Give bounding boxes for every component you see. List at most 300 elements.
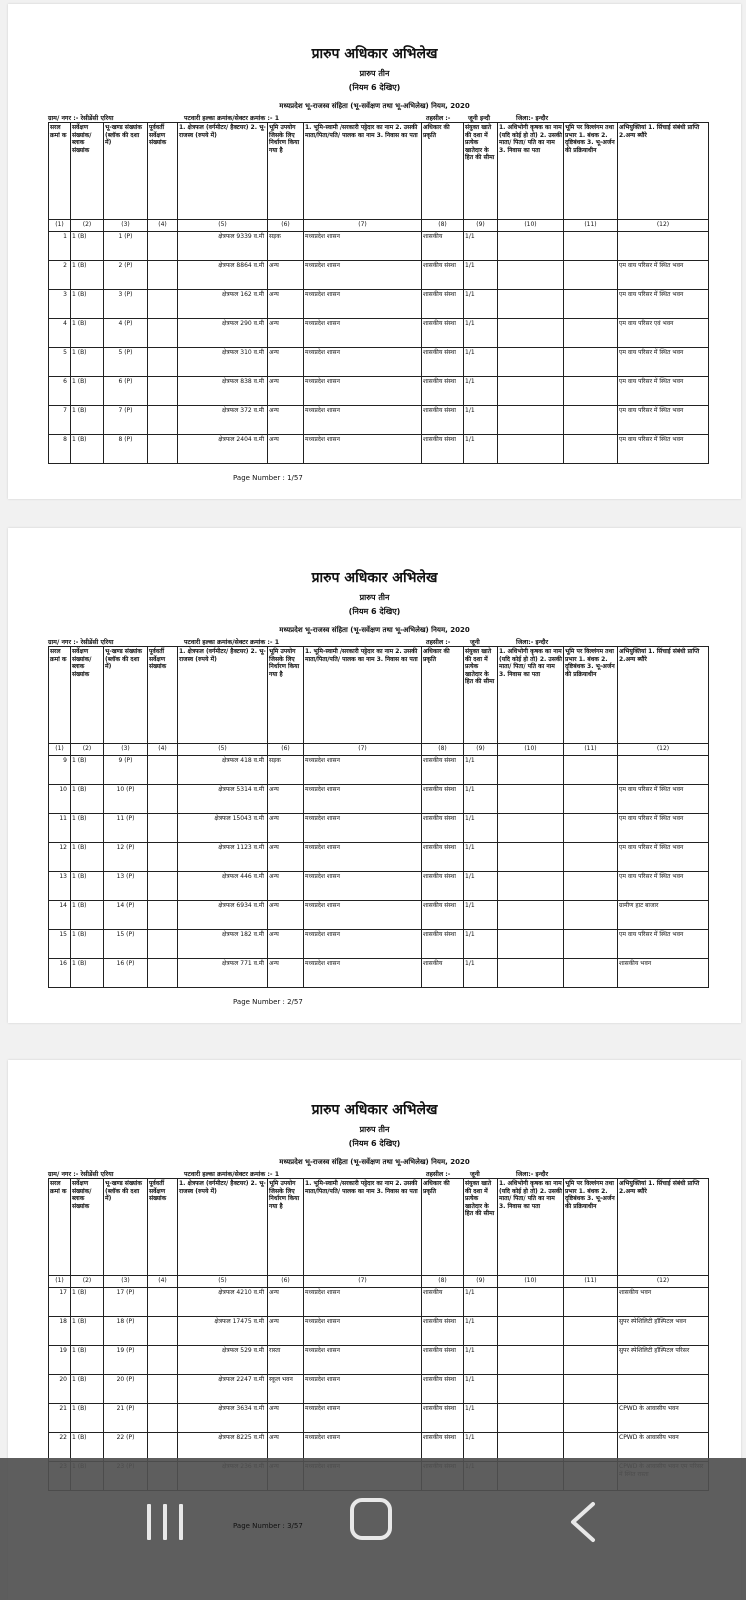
plot-number: 21 (P) — [104, 1404, 148, 1433]
table-header-row — [49, 1179, 709, 1276]
remark: एम वाय परिसर में स्थित भवन — [618, 348, 709, 377]
column-number: (8) — [422, 220, 464, 232]
table-row — [49, 319, 709, 348]
land-use: अन्य — [268, 406, 304, 435]
home-icon[interactable] — [350, 1498, 392, 1540]
remark: एम वाय परिसर में स्थित भवन — [618, 872, 709, 901]
back-icon[interactable] — [563, 1500, 603, 1544]
area-cell: क्षेत्रफल 529 व.मी — [178, 1346, 268, 1375]
encumbrance — [564, 1404, 618, 1433]
column-number: (4) — [148, 1276, 178, 1288]
share: 1/1 — [464, 785, 498, 814]
encumbrance — [564, 1375, 618, 1404]
land-use: अन्य — [268, 843, 304, 872]
column-number: (3) — [104, 1276, 148, 1288]
tehsil-label: तहसील :- — [426, 1171, 451, 1178]
land-use: अन्य — [268, 901, 304, 930]
area-cell: क्षेत्रफल 446 व.मी — [178, 872, 268, 901]
land-use: रास्ता — [268, 1346, 304, 1375]
occupant — [498, 377, 564, 406]
land-use: अन्य — [268, 1433, 304, 1462]
table-row — [49, 1375, 709, 1404]
share: 1/1 — [464, 435, 498, 464]
owner-name: मध्यप्रदेश शासन — [304, 1433, 422, 1462]
table-row — [49, 406, 709, 435]
previous-survey — [148, 1288, 178, 1317]
plot-number: 6 (P) — [104, 377, 148, 406]
column-header: 1. भूमि-स्वामी /सरकारी पट्टेदार का नाम 2. उसकी माता/पिता/पति/ पालक का नाम 3. निवास का पता — [304, 647, 422, 744]
serial-number: 21 — [49, 1404, 71, 1433]
serial-number: 12 — [49, 843, 71, 872]
column-number: (1) — [49, 744, 71, 756]
right-nature: शासकीय संस्था — [422, 435, 464, 464]
column-header: पूर्ववर्ती सर्वेक्षण संख्यांक — [148, 647, 178, 744]
area-cell: क्षेत्रफल 2404 व.मी — [178, 435, 268, 464]
plot-number: 1 (P) — [104, 232, 148, 261]
rule-reference: (नियम 6 देखिए) — [348, 83, 401, 92]
encumbrance — [564, 930, 618, 959]
owner-name: मध्यप्रदेश शासन — [304, 232, 422, 261]
area-cell: क्षेत्रफल 3634 व.मी — [178, 1404, 268, 1433]
table-row — [49, 930, 709, 959]
encumbrance — [564, 901, 618, 930]
remark — [618, 1375, 709, 1404]
occupant — [498, 406, 564, 435]
occupant — [498, 756, 564, 785]
encumbrance — [564, 348, 618, 377]
owner-name: मध्यप्रदेश शासन — [304, 785, 422, 814]
serial-number: 16 — [49, 959, 71, 988]
encumbrance — [564, 843, 618, 872]
column-number: (2) — [71, 744, 104, 756]
column-number: (10) — [498, 220, 564, 232]
column-header: संयुक्त खाते की दशा में प्रत्येक खातेदार के हित की सीमा — [464, 647, 498, 744]
law-reference: मध्यप्रदेश भू-राजस्व संहिता (भू-सर्वेक्षण तथा भू-अभिलेख) नियम, 2020 — [279, 626, 470, 634]
column-number: (12) — [618, 220, 709, 232]
column-number: (9) — [464, 1276, 498, 1288]
previous-survey — [148, 843, 178, 872]
column-header: 1. अधिभोगी कृषक का नाम (यदि कोई हो तो) 2. उसकी माता/ पिता/ पति का नाम 3. निवास का पता — [498, 647, 564, 744]
serial-number: 20 — [49, 1375, 71, 1404]
owner-name: मध्यप्रदेश शासन — [304, 1346, 422, 1375]
occupant — [498, 232, 564, 261]
occupant — [498, 814, 564, 843]
form-name: प्रारुप तीन — [359, 593, 390, 602]
area-cell: क्षेत्रफल 290 व.मी — [178, 319, 268, 348]
owner-name: मध्यप्रदेश शासन — [304, 756, 422, 785]
survey-number: 1 (B) — [71, 785, 104, 814]
recent-apps-icon[interactable] — [147, 1504, 183, 1540]
previous-survey — [148, 435, 178, 464]
column-number: (6) — [268, 220, 304, 232]
district-label: जिला:- इन्दौर — [516, 115, 549, 122]
serial-number: 17 — [49, 1288, 71, 1317]
column-header: पूर्ववर्ती सर्वेक्षण संख्यांक — [148, 1179, 178, 1276]
remark — [618, 232, 709, 261]
column-header: भू-खण्ड संख्यांक (ब्लॉक की दशा में) — [104, 123, 148, 220]
district-label: जिला:- इन्दौर — [516, 639, 549, 646]
survey-number: 1 (B) — [71, 872, 104, 901]
owner-name: मध्यप्रदेश शासन — [304, 290, 422, 319]
occupant — [498, 901, 564, 930]
column-number: (3) — [104, 744, 148, 756]
occupant — [498, 1288, 564, 1317]
encumbrance — [564, 785, 618, 814]
right-nature: शासकीय संस्था — [422, 348, 464, 377]
record-table — [48, 1178, 709, 1491]
table-row — [49, 959, 709, 988]
table-row — [49, 901, 709, 930]
plot-number: 16 (P) — [104, 959, 148, 988]
column-number: (7) — [304, 220, 422, 232]
document-page-2 — [8, 528, 741, 1023]
right-nature: शासकीय संस्था — [422, 901, 464, 930]
previous-survey — [148, 406, 178, 435]
record-table — [48, 122, 709, 464]
column-number: (2) — [71, 1276, 104, 1288]
tehsil-label: तहसील :- — [426, 115, 451, 122]
area-cell: क्षेत्रफल 15043 व.मी — [178, 814, 268, 843]
area-cell: क्षेत्रफल 6934 व.मी — [178, 901, 268, 930]
column-header: भूमि उपयोग जिसके लिए निर्धारण किया गया है — [268, 1179, 304, 1276]
survey-number: 1 (B) — [71, 1288, 104, 1317]
share: 1/1 — [464, 1317, 498, 1346]
encumbrance — [564, 406, 618, 435]
share: 1/1 — [464, 348, 498, 377]
occupant — [498, 843, 564, 872]
previous-survey — [148, 959, 178, 988]
plot-number: 12 (P) — [104, 843, 148, 872]
column-number: (11) — [564, 744, 618, 756]
remark: एम वाय परिसर में स्थित भवन — [618, 814, 709, 843]
remark: CPWD के आवासीय भवन — [618, 1404, 709, 1433]
survey-number: 1 (B) — [71, 930, 104, 959]
encumbrance — [564, 872, 618, 901]
serial-number: 22 — [49, 1433, 71, 1462]
form-name: प्रारुप तीन — [359, 1125, 390, 1134]
halka-label: पटवारी हल्का क्रमांक/सेक्टर क्रमांक :- 1 — [184, 115, 280, 122]
serial-number: 1 — [49, 232, 71, 261]
remark: ग्रामीण हाट बाजार — [618, 901, 709, 930]
column-number: (6) — [268, 744, 304, 756]
owner-name: मध्यप्रदेश शासन — [304, 319, 422, 348]
owner-name: मध्यप्रदेश शासन — [304, 261, 422, 290]
column-number: (9) — [464, 744, 498, 756]
column-header: अधिकार की प्रकृति — [422, 123, 464, 220]
previous-survey — [148, 290, 178, 319]
rule-reference: (नियम 6 देखिए) — [348, 1139, 401, 1148]
encumbrance — [564, 756, 618, 785]
right-nature: शासकीय संस्था — [422, 1346, 464, 1375]
column-header: भू-खण्ड संख्यांक (ब्लॉक की दशा में) — [104, 647, 148, 744]
halka-label: पटवारी हल्का क्रमांक/सेक्टर क्रमांक :- 1 — [184, 639, 280, 646]
occupant — [498, 290, 564, 319]
owner-name: मध्यप्रदेश शासन — [304, 930, 422, 959]
encumbrance — [564, 959, 618, 988]
previous-survey — [148, 319, 178, 348]
column-header: संयुक्त खाते की दशा में प्रत्येक खातेदार के हित की सीमा — [464, 123, 498, 220]
right-nature: शासकीय — [422, 232, 464, 261]
table-row — [49, 872, 709, 901]
table-row — [49, 814, 709, 843]
previous-survey — [148, 1346, 178, 1375]
share: 1/1 — [464, 406, 498, 435]
column-header: भूमि उपयोग जिसके लिए निर्धारण किया गया है — [268, 647, 304, 744]
column-header: भूमि पर विल्लंगम तथा प्रभार 1. बंधक 2. दृष्टिबंधक 3. भू-अर्जन की प्रक्रियाधीन — [564, 1179, 618, 1276]
owner-name: मध्यप्रदेश शासन — [304, 1317, 422, 1346]
land-use: अन्य — [268, 785, 304, 814]
share: 1/1 — [464, 814, 498, 843]
survey-number: 1 (B) — [71, 959, 104, 988]
remark: एम वाय परिसर में स्थित भवन — [618, 930, 709, 959]
tehsil-value: जूनी — [470, 1171, 480, 1178]
plot-number: 15 (P) — [104, 930, 148, 959]
column-header: संयुक्त खाते की दशा में प्रत्येक खातेदार के हित की सीमा — [464, 1179, 498, 1276]
survey-number: 1 (B) — [71, 1433, 104, 1462]
district-label: जिला:- इन्दौर — [516, 1171, 549, 1178]
page-number: Page Number : 3/57 — [233, 1522, 303, 1530]
land-use: अन्य — [268, 377, 304, 406]
column-header: सरल क्रमां क — [49, 1179, 71, 1276]
column-header: 1. अधिभोगी कृषक का नाम (यदि कोई हो तो) 2. उसकी माता/ पिता/ पति का नाम 3. निवास का पता — [498, 123, 564, 220]
area-cell: क्षेत्रफल 182 व.मी — [178, 930, 268, 959]
right-nature: शासकीय संस्था — [422, 814, 464, 843]
plot-number: 3 (P) — [104, 290, 148, 319]
column-header: सर्वेक्षण संख्यांक/ ब्लाक संख्यांक — [71, 123, 104, 220]
serial-number: 2 — [49, 261, 71, 290]
column-header: 1. क्षेत्रफल (वर्गमीटर/ हैक्टयर) 2. भू-राजस्व (रुपये में) — [178, 1179, 268, 1276]
plot-number: 10 (P) — [104, 785, 148, 814]
area-cell: क्षेत्रफल 310 व.मी — [178, 348, 268, 377]
area-cell: क्षेत्रफल 838 व.मी — [178, 377, 268, 406]
column-header: अभियुक्तियां 1. सिंचाई संबंधी प्राप्ति 2.अन्य ब्यौरे — [618, 1179, 709, 1276]
tehsil-value: जूनी — [470, 639, 480, 646]
share: 1/1 — [464, 756, 498, 785]
column-header: भूमि उपयोग जिसके लिए निर्धारण किया गया है — [268, 123, 304, 220]
halka-label: पटवारी हल्का क्रमांक/सेक्टर क्रमांक :- 1 — [184, 1171, 280, 1178]
page-title: प्रारुप अधिकार अभिलेख — [311, 46, 438, 62]
encumbrance — [564, 1317, 618, 1346]
column-number-row — [49, 1276, 709, 1288]
previous-survey — [148, 232, 178, 261]
land-use: सड़क — [268, 232, 304, 261]
occupant — [498, 785, 564, 814]
share: 1/1 — [464, 1346, 498, 1375]
owner-name: मध्यप्रदेश शासन — [304, 814, 422, 843]
occupant — [498, 1404, 564, 1433]
column-header: सरल क्रमां क — [49, 647, 71, 744]
column-header: सरल क्रमां क — [49, 123, 71, 220]
serial-number: 11 — [49, 814, 71, 843]
serial-number: 8 — [49, 435, 71, 464]
owner-name: मध्यप्रदेश शासन — [304, 348, 422, 377]
right-nature: शासकीय संस्था — [422, 1375, 464, 1404]
area-cell: क्षेत्रफल 1123 व.मी — [178, 843, 268, 872]
table-row — [49, 290, 709, 319]
plot-number: 9 (P) — [104, 756, 148, 785]
document-page-1 — [8, 4, 741, 499]
serial-number: 10 — [49, 785, 71, 814]
column-header: भूमि पर विल्लंगम तथा प्रभार 1. बंधक 2. दृष्टिबंधक 3. भू-अर्जन की प्रक्रियाधीन — [564, 647, 618, 744]
remark: एम वाय परिसर में स्थित भवन — [618, 290, 709, 319]
previous-survey — [148, 348, 178, 377]
right-nature: शासकीय संस्था — [422, 261, 464, 290]
column-number: (4) — [148, 744, 178, 756]
remark: एम वाय परिसर में स्थित भवन — [618, 261, 709, 290]
encumbrance — [564, 232, 618, 261]
right-nature: शासकीय संस्था — [422, 930, 464, 959]
tehsil-value: जूनी इन्दौ — [468, 115, 491, 122]
survey-number: 1 (B) — [71, 1404, 104, 1433]
column-number: (10) — [498, 1276, 564, 1288]
remark: CPWD के आवासीय भवन — [618, 1433, 709, 1462]
area-cell: क्षेत्रफल 771 व.मी — [178, 959, 268, 988]
survey-number: 1 (B) — [71, 406, 104, 435]
previous-survey — [148, 1404, 178, 1433]
previous-survey — [148, 901, 178, 930]
serial-number: 9 — [49, 756, 71, 785]
survey-number: 1 (B) — [71, 261, 104, 290]
serial-number: 19 — [49, 1346, 71, 1375]
column-header: 1. क्षेत्रफल (वर्गमीटर/ हैक्टयर) 2. भू-राजस्व (रुपये में) — [178, 123, 268, 220]
occupant — [498, 1317, 564, 1346]
survey-number: 1 (B) — [71, 319, 104, 348]
plot-number: 2 (P) — [104, 261, 148, 290]
occupant — [498, 261, 564, 290]
column-number: (11) — [564, 220, 618, 232]
rule-reference: (नियम 6 देखिए) — [348, 607, 401, 616]
land-use: अन्य — [268, 814, 304, 843]
encumbrance — [564, 261, 618, 290]
area-cell: क्षेत्रफल 5314 व.मी — [178, 785, 268, 814]
table-row — [49, 1404, 709, 1433]
owner-name: मध्यप्रदेश शासन — [304, 1404, 422, 1433]
remark: एम वाय परिसर में स्थित भवन — [618, 435, 709, 464]
occupant — [498, 1346, 564, 1375]
share: 1/1 — [464, 1288, 498, 1317]
survey-number: 1 (B) — [71, 435, 104, 464]
table-row — [49, 435, 709, 464]
share: 1/1 — [464, 843, 498, 872]
previous-survey — [148, 1317, 178, 1346]
survey-number: 1 (B) — [71, 377, 104, 406]
survey-number: 1 (B) — [71, 1375, 104, 1404]
column-header: अधिकार की प्रकृति — [422, 647, 464, 744]
land-use: अन्य — [268, 1317, 304, 1346]
survey-number: 1 (B) — [71, 348, 104, 377]
plot-number: 4 (P) — [104, 319, 148, 348]
right-nature: शासकीय संस्था — [422, 1317, 464, 1346]
survey-number: 1 (B) — [71, 814, 104, 843]
previous-survey — [148, 756, 178, 785]
share: 1/1 — [464, 1404, 498, 1433]
owner-name: मध्यप्रदेश शासन — [304, 406, 422, 435]
remark: सुपर स्पेशिलिटी हॉस्पिटल भवन — [618, 1317, 709, 1346]
column-header: भू-खण्ड संख्यांक (ब्लॉक की दशा में) — [104, 1179, 148, 1276]
column-header: 1. भूमि-स्वामी /सरकारी पट्टेदार का नाम 2. उसकी माता/पिता/पति/ पालक का नाम 3. निवास का पता — [304, 1179, 422, 1276]
record-table — [48, 646, 709, 988]
column-number: (1) — [49, 1276, 71, 1288]
share: 1/1 — [464, 232, 498, 261]
previous-survey — [148, 261, 178, 290]
column-header: अभियुक्तियां 1. सिंचाई संबंधी प्राप्ति 2.अन्य ब्यौरे — [618, 647, 709, 744]
owner-name: मध्यप्रदेश शासन — [304, 959, 422, 988]
previous-survey — [148, 785, 178, 814]
column-number: (11) — [564, 1276, 618, 1288]
plot-number: 11 (P) — [104, 814, 148, 843]
area-cell: क्षेत्रफल 2247 व.मी — [178, 1375, 268, 1404]
column-number: (9) — [464, 220, 498, 232]
occupant — [498, 1375, 564, 1404]
column-header: सर्वेक्षण संख्यांक/ ब्लाक संख्यांक — [71, 647, 104, 744]
occupant — [498, 435, 564, 464]
serial-number: 18 — [49, 1317, 71, 1346]
column-number: (5) — [178, 220, 268, 232]
law-reference: मध्यप्रदेश भू-राजस्व संहिता (भू-सर्वेक्षण तथा भू-अभिलेख) नियम, 2020 — [279, 102, 470, 110]
serial-number: 6 — [49, 377, 71, 406]
previous-survey — [148, 377, 178, 406]
plot-number: 8 (P) — [104, 435, 148, 464]
remark: एम वाय परिसर में स्थित भवन — [618, 843, 709, 872]
page-title: प्रारुप अधिकार अभिलेख — [311, 1102, 438, 1118]
plot-number: 7 (P) — [104, 406, 148, 435]
column-header: पूर्ववर्ती सर्वेक्षण संख्यांक — [148, 123, 178, 220]
column-number: (1) — [49, 220, 71, 232]
land-use: सड़क — [268, 756, 304, 785]
column-number: (4) — [148, 220, 178, 232]
share: 1/1 — [464, 319, 498, 348]
occupant — [498, 319, 564, 348]
previous-survey — [148, 814, 178, 843]
serial-number: 3 — [49, 290, 71, 319]
survey-number: 1 (B) — [71, 1346, 104, 1375]
column-number: (6) — [268, 1276, 304, 1288]
right-nature: शासकीय संस्था — [422, 756, 464, 785]
column-number-row — [49, 744, 709, 756]
area-cell: क्षेत्रफल 8864 व.मी — [178, 261, 268, 290]
land-use: अन्य — [268, 959, 304, 988]
law-reference: मध्यप्रदेश भू-राजस्व संहिता (भू-सर्वेक्षण तथा भू-अभिलेख) नियम, 2020 — [279, 1158, 470, 1166]
serial-number: 4 — [49, 319, 71, 348]
remark: एम वाय परिसर में स्थित भवन — [618, 406, 709, 435]
serial-number: 14 — [49, 901, 71, 930]
table-header-row — [49, 123, 709, 220]
remark: एम वाय परिसर में स्थित भवन — [618, 377, 709, 406]
column-number: (5) — [178, 1276, 268, 1288]
right-nature: शासकीय संस्था — [422, 872, 464, 901]
occupant — [498, 959, 564, 988]
right-nature: शासकीय संस्था — [422, 1404, 464, 1433]
remark: शासकीय भवन — [618, 959, 709, 988]
column-number: (12) — [618, 1276, 709, 1288]
village-label: ग्राम/ नगर :- रेसीडेंसी एरिया — [48, 639, 114, 646]
column-header: 1. क्षेत्रफल (वर्गमीटर/ हैक्टयर) 2. भू-राजस्व (रुपये में) — [178, 647, 268, 744]
village-label: ग्राम/ नगर :- रेसीडेंसी एरिया — [48, 1171, 114, 1178]
plot-number: 17 (P) — [104, 1288, 148, 1317]
plot-number: 14 (P) — [104, 901, 148, 930]
column-header: सर्वेक्षण संख्यांक/ ब्लाक संख्यांक — [71, 1179, 104, 1276]
owner-name: मध्यप्रदेश शासन — [304, 1288, 422, 1317]
land-use: अन्य — [268, 1404, 304, 1433]
table-row — [49, 843, 709, 872]
share: 1/1 — [464, 261, 498, 290]
survey-number: 1 (B) — [71, 1317, 104, 1346]
page-number: Page Number : 1/57 — [233, 474, 303, 482]
land-use: अन्य — [268, 319, 304, 348]
plot-number: 19 (P) — [104, 1346, 148, 1375]
occupant — [498, 930, 564, 959]
column-number: (8) — [422, 744, 464, 756]
